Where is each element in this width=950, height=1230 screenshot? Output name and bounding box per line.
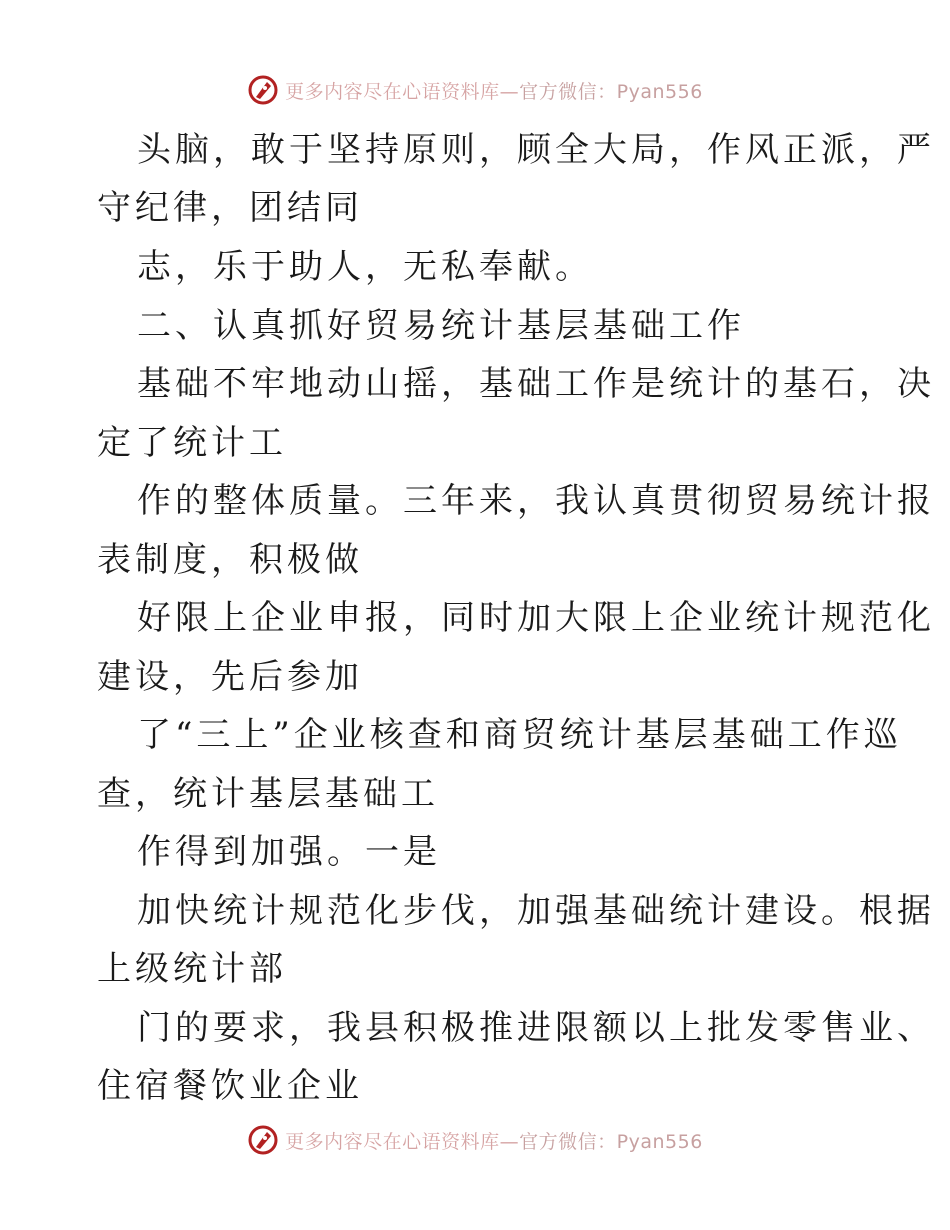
text-line: 志，乐于助人，无私奉献。 bbox=[137, 247, 593, 287]
section-heading: 二、认真抓好贸易统计基层基础工作 bbox=[137, 306, 745, 346]
text-line: 守纪律，团结同 bbox=[97, 188, 363, 228]
pen-nib-circle-icon bbox=[247, 1124, 279, 1156]
header-wechat-text: 官方微信：Pyan556 bbox=[519, 80, 703, 103]
footer-wechat-text: 官方微信：Pyan556 bbox=[519, 1130, 703, 1153]
pen-nib-circle-icon bbox=[247, 74, 279, 106]
text-line: 好限上企业申报，同时加大限上企业统计规范化 bbox=[137, 598, 935, 638]
text-line: 基础不牢地动山摇，基础工作是统计的基石，决 bbox=[137, 364, 935, 404]
text-line: 表制度，积极做 bbox=[97, 540, 363, 580]
text-line: 作得到加强。一是 bbox=[137, 832, 441, 872]
header-banner-text: 更多内容尽在心语资料库—官方微信：Pyan556 bbox=[285, 80, 703, 103]
text-line: 上级统计部 bbox=[97, 949, 287, 989]
text-line: 定了统计工 bbox=[97, 423, 287, 463]
text-line: 住宿餐饮业企业 bbox=[97, 1066, 363, 1106]
text-line: 了“三上”企业核查和商贸统计基层基础工作巡 bbox=[137, 715, 902, 755]
text-line: 加快统计规范化步伐，加强基础统计建设。根据 bbox=[137, 891, 935, 931]
header-watermark-banner bbox=[0, 70, 950, 110]
text-line: 查，统计基层基础工 bbox=[97, 774, 439, 814]
footer-banner-text: 更多内容尽在心语资料库—官方微信：Pyan556 bbox=[285, 1130, 703, 1153]
text-line: 作的整体质量。三年来，我认真贯彻贸易统计报 bbox=[137, 481, 935, 521]
text-line: 门的要求，我县积极推进限额以上批发零售业、 bbox=[137, 1008, 935, 1048]
footer-watermark-banner bbox=[0, 1120, 950, 1160]
text-line: 头脑，敢于坚持原则，顾全大局，作风正派，严 bbox=[137, 130, 935, 170]
text-line: 建设，先后参加 bbox=[97, 657, 363, 697]
